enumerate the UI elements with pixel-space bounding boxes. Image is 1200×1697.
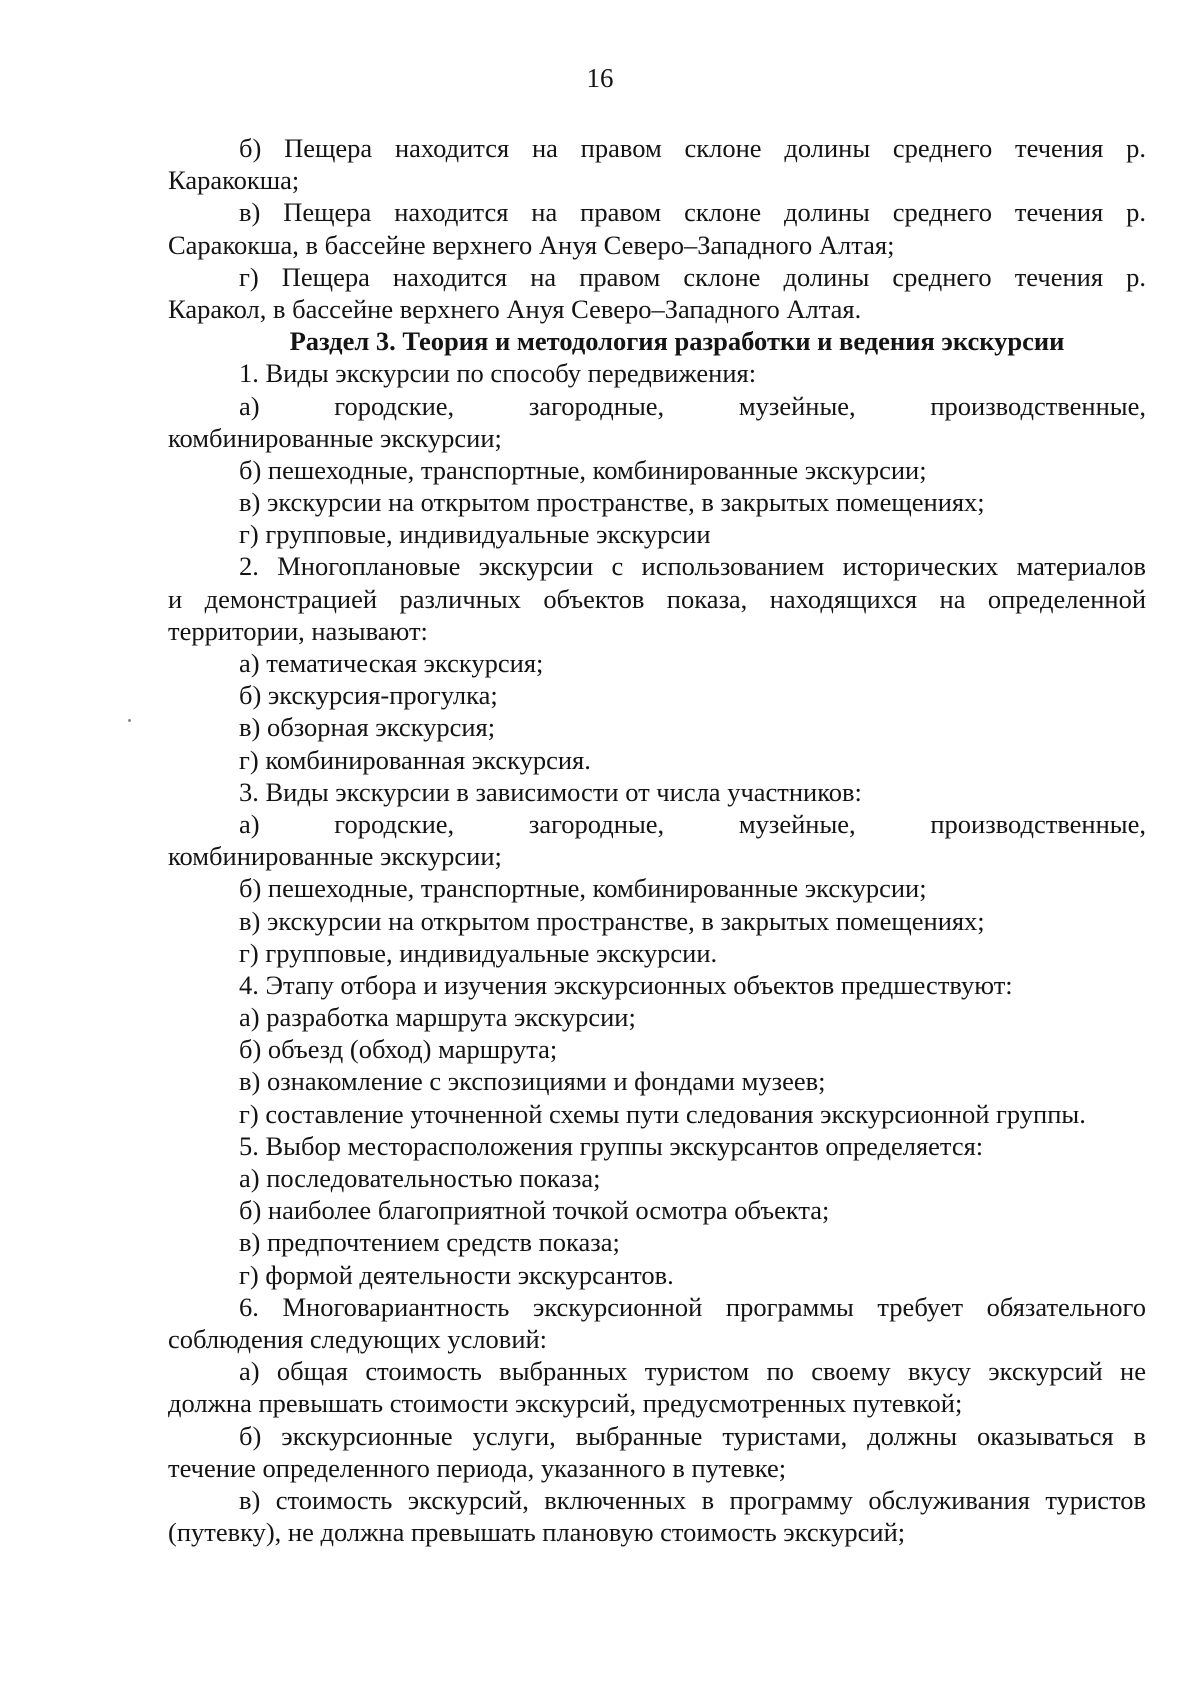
text-line: 1. Виды экскурсии по способу передвижения: [239,358,757,389]
text-line: комбинированные экскурсии; [168,841,502,872]
text-line: в) Пещера находится на правом склоне долины среднего течения р. [239,197,1146,228]
text-line: г) Пещера находится на правом склоне долины среднего течения р. [239,261,1146,292]
text-line: г) групповые, индивидуальные экскурсии [239,519,711,550]
text-line: б) экскурсия-прогулка; [239,680,498,711]
text-line: г) комбинированная экскурсия. [239,744,591,775]
text-line: б) пешеходные, транспортные, комбинированные экскурсии; [239,873,927,904]
text-line: территории, называют: [168,615,428,646]
section-heading: Раздел 3. Теория и методология разработки и ведения экскурсии [289,326,1065,357]
text-line: и демонстрацией различных объектов показа, находящихся на определенной [168,583,1146,614]
text-line: г) составление уточненной схемы пути следования экскурсионной группы. [239,1098,1086,1129]
text-line: в) предпочтением средств показа; [239,1227,620,1258]
text-line: б) пешеходные, транспортные, комбинированные экскурсии; [239,454,927,485]
text-line: 5. Выбор месторасположения группы экскурсантов определяется: [239,1130,984,1161]
text-line: а) городские, загородные, музейные, производственные, [239,390,1146,421]
text-line: Саракокша, в бассейне верхнего Ануя Северо–Западного Алтая; [168,229,895,260]
text-line: б) Пещера находится на правом склоне долины среднего течения р. [239,133,1146,163]
text-line: г) формой деятельности экскурсантов. [239,1259,674,1290]
text-line: комбинированные экскурсии; [168,422,502,453]
text-line: (путевку), не должна превышать плановую стоимость экскурсий; [168,1517,906,1548]
document-body [168,132,1146,1548]
text-line: в) экскурсии на открытом пространстве, в закрытых помещениях; [239,487,985,518]
text-line: а) общая стоимость выбранных туристом по своему вкусу экскурсий не [239,1356,1146,1387]
text-line: Каракокша; [168,165,300,196]
text-line: должна превышать стоимости экскурсий, предусмотренных путевкой; [168,1388,963,1419]
text-line: а) разработка маршрута экскурсии; [239,1002,636,1033]
text-line: б) объезд (обход) маршрута; [239,1034,558,1065]
text-line: в) обзорная экскурсия; [239,712,496,743]
text-line: а) тематическая экскурсия; [239,648,544,678]
text-line: в) ознакомление с экспозициями и фондами музеев; [239,1066,826,1097]
text-line: б) экскурсионные услуги, выбранные туристами, должны оказываться в [239,1420,1146,1451]
text-line: б) наиболее благоприятной точкой осмотра объекта; [239,1195,830,1226]
text-line: 3. Виды экскурсии в зависимости от числа участников: [239,776,862,807]
text-line: г) групповые, индивидуальные экскурсии. [239,937,718,968]
page-number: 16 [586,63,614,93]
text-line: 6. Многовариантность экскурсионной программы требует обязательного [239,1291,1146,1322]
text-line: в) экскурсии на открытом пространстве, в закрытых помещениях; [239,905,985,936]
text-line: течение определенного периода, указанного в путевке; [168,1452,787,1483]
text-line: соблюдения следующих условий: [168,1323,548,1354]
text-line: Каракол, в бассейне верхнего Ануя Северо–Западного Алтая. [168,293,862,324]
scan-speck [128,719,131,722]
text-line: 2. Многоплановые экскурсии с использованием исторических материалов [239,551,1146,582]
text-line: в) стоимость экскурсий, включенных в программу обслуживания туристов [239,1484,1146,1515]
text-line: а) городские, загородные, музейные, производственные, [239,808,1146,839]
text-line: 4. Этапу отбора и изучения экскурсионных объектов предшествуют: [239,969,1013,1000]
text-line: а) последовательностью показа; [239,1163,601,1193]
